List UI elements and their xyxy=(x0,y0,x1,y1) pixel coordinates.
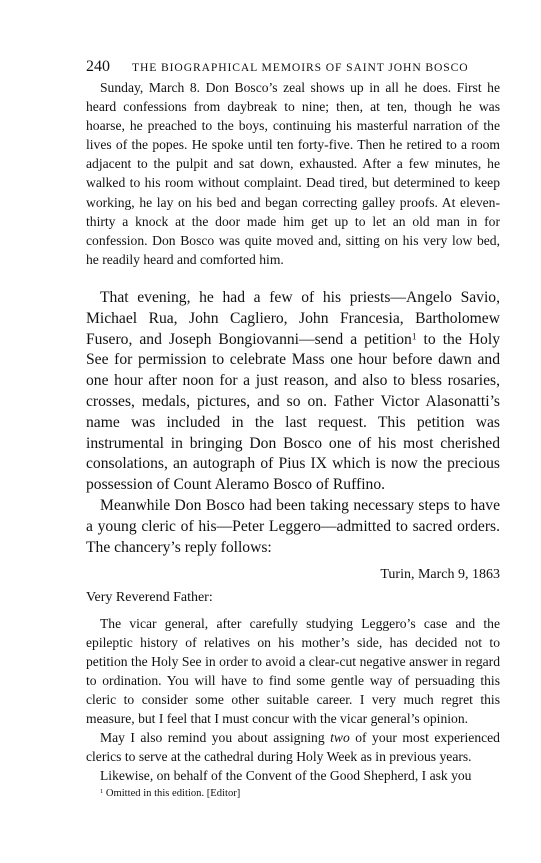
opening-section xyxy=(86,78,500,269)
footnote-text: Omitted in this edition. [Editor] xyxy=(105,788,241,800)
footnote xyxy=(86,788,500,799)
clerics-text-after: of your most experienced clerics to serve at the cathedral during Holy Week as in previous years. xyxy=(86,730,500,765)
clerics-text-before: May I also remind you about assigning xyxy=(100,730,331,746)
page-header xyxy=(86,58,500,78)
running-title: THE BIOGRAPHICAL MEMOIRS OF SAINT JOHN BOSCO xyxy=(132,61,469,74)
paragraph-petition xyxy=(86,288,500,496)
letter-paragraph-convent: Likewise, on behalf of the Convent of the Good Shepherd, I ask you xyxy=(100,768,472,784)
letter-dateline: Turin, March 9, 1863 xyxy=(380,567,500,583)
letter-paragraph-clerics xyxy=(86,728,500,766)
petition-text-before: That evening, he had a few of his priests—Angelo Savio, Michael Rua, John Cagliero, John Francesia, Bartholomew Fusero, and Joseph Bongiovanni—send a petition xyxy=(86,288,500,348)
footnote-reference: 1 xyxy=(411,331,417,342)
chancery-letter xyxy=(86,565,500,785)
letter-paragraph-vicar: The vicar general, after carefully studying Leggero’s case and the epileptic history of relatives on his mother’s side, has decided not to petition the Holy See in order to avoid a clear-cut negative answer in regard to ordination. You will have to find some gentle way of persuading this cleric to consider some other suitable career. I very much regret this measure, but I feel that I must concur with the vicar general’s opinion. xyxy=(86,616,500,727)
footnote-mark: 1 xyxy=(100,788,104,796)
main-section xyxy=(86,288,500,558)
petition-text-after: to the Holy See for permission to celebrate Mass one hour before dawn and one hour after noon for a just reason, and also to bless rosaries, crosses, medals, pictures, and so on. Father Victor Alasonatti’s name was included in the last request. This petition was instrumental in bringing Don Bosco one of his most cherished consolations, an autograph of Pius IX which is now the precious possession of Count Aleramo Bosco of Ruffino. xyxy=(86,330,500,494)
paragraph-sunday: Sunday, March 8. Don Bosco’s zeal shows up in all he does. First he heard confessions from daybreak to nine; then, at ten, though he was hoarse, he preached to the boys, continuing his masterful narration of the lives of the popes. He spoke until ten forty-five. Then he retired to a room adjacent to the pulpit and sat down, exhausted. After a few minutes, he walked to his room without complaint. Dead tired, but determined to keep working, he lay on his bed and began correcting galley proofs. At eleven-thirty a knock at the door made him get up to let an old man in for confession. Don Bosco was quite moved and, sitting on his very low bed, he readily heard and comforted him. xyxy=(86,80,500,267)
book-page xyxy=(86,58,500,799)
page-number: 240 xyxy=(86,58,110,75)
paragraph-leggero: Meanwhile Don Bosco had been taking necessary steps to have a young cleric of his—Peter Leggero—admitted to sacred orders. The chancery’s reply follows: xyxy=(86,496,500,556)
clerics-emphasis: two xyxy=(330,730,350,746)
letter-salutation: Very Reverend Father: xyxy=(86,590,213,606)
